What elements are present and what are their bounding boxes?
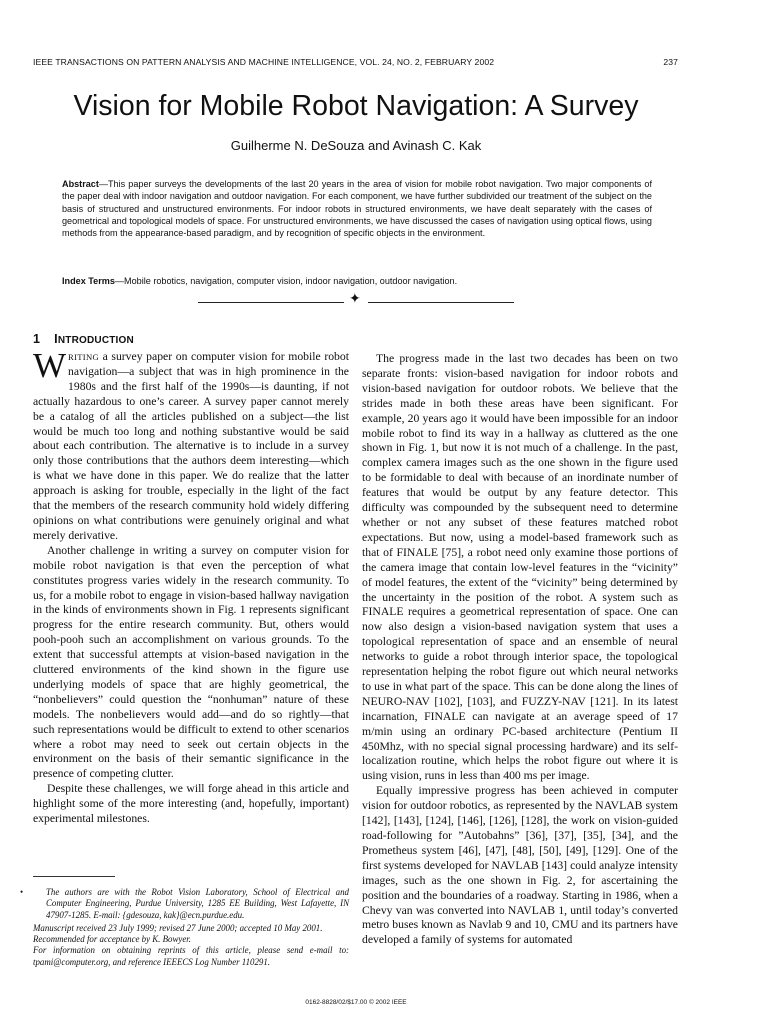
footnote-reprints: For information on obtaining reprints of this article, please send e-mail to: tpami@computer.org, and reference IEEECS Log Number 110291. xyxy=(33,945,349,967)
abstract-text: —This paper surveys the developments of the last 20 years in the area of vision for mobile robot navigation. Two major components of the paper deal with indoor navigation and outdoor navigation. For each component, we have further subdivided our treatment of the subject on the basis of structured and unstructured environments. For indoor robots in structured environments, we have dealt separately with the cases of geometrical and topological models of space. For unstructured environments, we have discussed the cases of navigation using optical flows, using methods from the appearance-based paradigm, and by recognition of specific objects in the environment. xyxy=(62,179,652,239)
body-column-right xyxy=(362,352,678,948)
footnote-affiliation xyxy=(20,887,349,921)
paragraph: Despite these challenges, we will forge ahead in this article and highlight some of the more interesting (and, hopefully, important) experimental milestones. xyxy=(33,782,349,826)
paragraph xyxy=(33,346,349,544)
paragraph: The progress made in the last two decades has been on two separate fronts: vision-based navigation for indoor robots and vision-based navigation for outdoor robots. We believe that the strides made in both these areas have been significant. For example, 20 years ago it would have been impossible for an indoor mobile robot to find its way in a hallway as cluttered as the one shown in Fig. 1, but now it is not much of a challenge. In the past, complex camera images such as the one shown in the figure used to be formidable to deal with because of an inordinate number of features that would be output by any feature detector. This difficulty was compounded by the subsequent need to determine whether or not any subset of these features matched robot expectations. But now, using a model-based framework such as that of FINALE [75], a robot need only examine those portions of the camera image that contain low-level features in the “vicinity” of model features, the extent of the “vicinity” being determined by the uncertainty in the position of the robot. A system such as FINALE requires a geometrical representation of space. One can now also design a vision-based navigation system that uses a topological representation of space and an ensemble of neural networks to guide a robot through interior space, the topological representation helping the robot figure out which neural networks to use in what part of the space. This can be done along the lines of NEURO-NAV [102], [103], and FUZZY-NAV [121]. In its latest incarnation, FINALE can navigate at an average speed of 17 m/min using an ordinary PC-based architecture (Pentium II 450Mhz, with no special signal processing hardware) and its self-localization routine, which helps the robot figure out where it is using vision, runs in less than 400 ms per image. xyxy=(362,352,678,783)
footnote-rule xyxy=(33,876,115,877)
running-header xyxy=(33,57,678,67)
body-column-left xyxy=(33,346,349,827)
abstract xyxy=(62,178,652,239)
section-title-initial: I xyxy=(54,332,58,346)
footnote-affiliation-text: The authors are with the Robot Vision Laboratory, School of Electrical and Computer Engineering, Purdue University, 1285 EE Building, West Lafayette, IN 47907-1285. E-mail: {gdesouza, kak}@ecn.purdue.edu. xyxy=(46,887,349,920)
footnote-recommended: Recommended for acceptance by K. Bowyer. xyxy=(33,934,191,945)
divider-line-left xyxy=(198,302,344,303)
section-number: 1 xyxy=(33,332,41,346)
paper-authors: Guilherme N. DeSouza and Avinash C. Kak xyxy=(230,138,482,153)
bullet-icon: • xyxy=(20,887,24,897)
divider-line-right xyxy=(368,302,514,303)
page-number: 237 xyxy=(663,57,678,67)
footnotes xyxy=(20,887,349,968)
paragraph: Another challenge in writing a survey on computer vision for mobile robot navigation is that even the perception of what constitutes progress varies widely in the research community. To us, for a mobile robot to engage in vision-based hallway navigation in the kinds of environments shown in Fig. 1 represents significant progress for the entire research community. But, others would pooh-pooh such an accomplishment on various grounds. To the extent that successful attempts at vision-based navigation in the cluttered environments of the kind shown in the figure use underlying models of space that are highly geometrical, the “nonbelievers” could question the “nonhuman” nature of these models. The nonbelievers would add—and do so rightly—that such representations would be difficult to extend to other scenarios where a robot may need to seek out certain objects in the environment on the basis of their semantic significance in the presence of competing clutter. xyxy=(33,543,349,781)
journal-line: IEEE TRANSACTIONS ON PATTERN ANALYSIS AND MACHINE INTELLIGENCE, VOL. 24, NO. 2, FEBRUARY 2002 xyxy=(33,57,495,67)
paragraph: Equally impressive progress has been achieved in computer vision for outdoor robotics, as represented by the NAVLAB system [142], [143], [124], [146], [126], [128], the work on vision-guided road-following for ”Autobahns” [36], [37], [35], [34], and the Prometheus system [46], [47], [48], [50], [49], [129]. One of the first systems developed for NAVLAB [143] could analyze intensity images, such as the one shown in Fig. 2, for ascertaining the position and the boundaries of a roadway. Starting in 1986, when a Chevy van was converted into NAVLAB 1, until today’s converted metro buses known as Navlab 9 and 10, CMU and its partners have developed a family of systems for automated xyxy=(362,784,678,947)
index-terms-text: —Mobile robotics, navigation, computer vision, indoor navigation, outdoor navigation. xyxy=(114,276,458,286)
index-terms-label: Index Terms xyxy=(62,276,115,286)
section-title-rest: NTRODUCTION xyxy=(57,335,134,346)
section-divider xyxy=(198,292,514,308)
section-heading xyxy=(33,332,134,346)
divider-ornament-icon: ✦ xyxy=(349,292,361,307)
footnote-received: Manuscript received 23 July 1999; revised 27 June 2000; accepted 10 May 2001. xyxy=(33,922,323,933)
paper-title: Vision for Mobile Robot Navigation: A Survey xyxy=(73,90,639,122)
opening-smallcaps: RITING xyxy=(68,352,99,362)
drop-cap: W xyxy=(33,346,67,385)
abstract-label: Abstract xyxy=(62,179,99,189)
index-terms xyxy=(62,275,652,287)
paragraph-text: a survey paper on computer vision for mobile robot navigation—a subject that was in high prominence in the 1980s and the first half of the 1990s—is daunting, if not actually hazardous to one’s career. A survey paper cannot merely be a catalog of all the articles published on a subject—the list would be much too long and nothing substantive would be said about each contribution. The alternative is to include in a survey only those contributions that the authors deem interesting—which is what we have done in this paper. We do realize that the latter approach is asking for trouble, especially in the light of the fact that the members of the research community hold widely differing opinions on what contributions were genuinely original and what merely derivative. xyxy=(33,350,349,542)
copyright-line: 0162-8828/02/$17.00 © 2002 IEEE xyxy=(305,999,407,1006)
